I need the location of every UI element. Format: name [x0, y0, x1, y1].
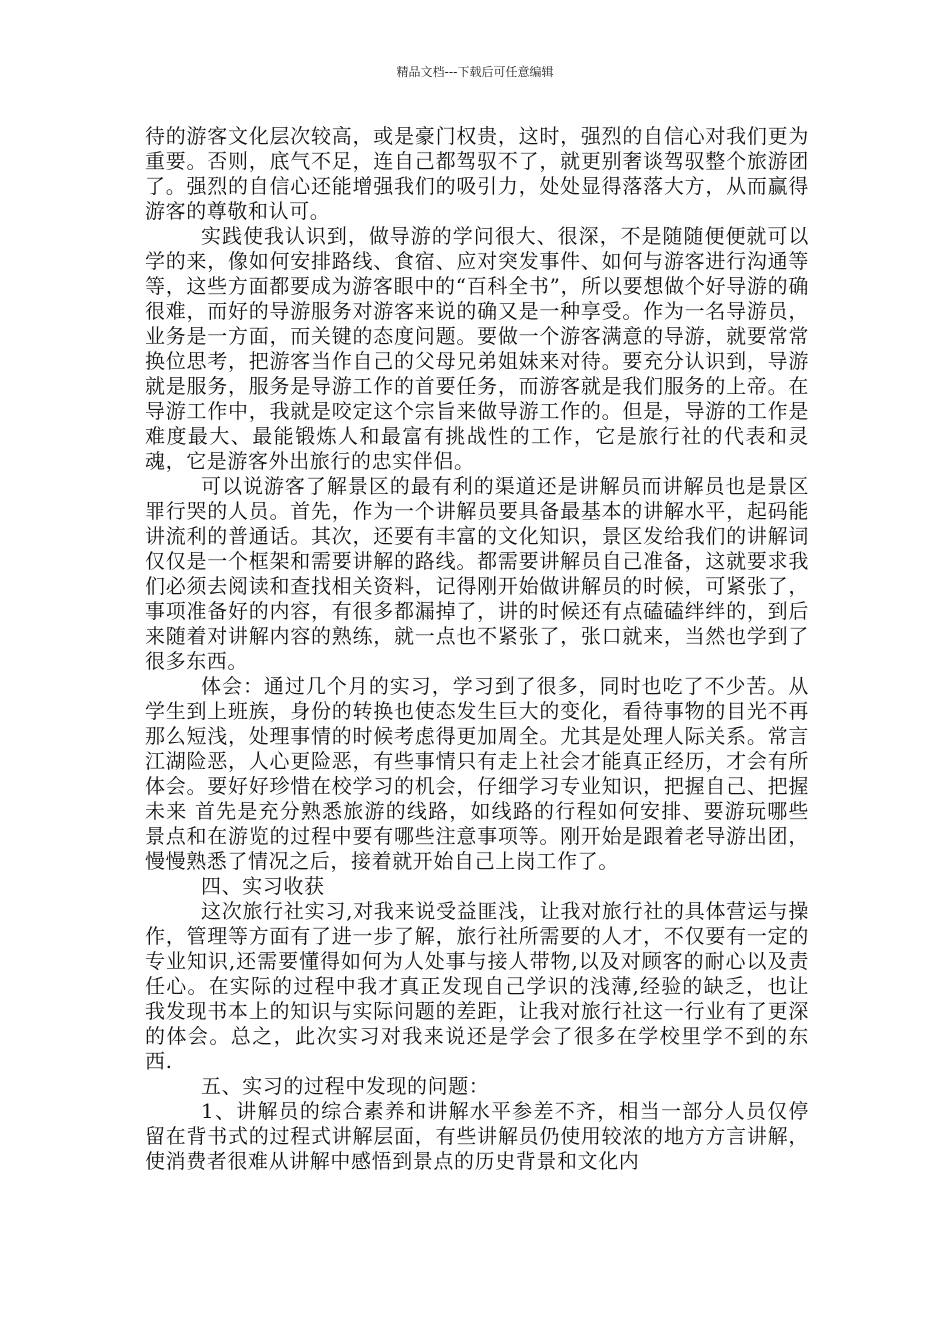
paragraph-continuation: 待的游客文化层次较高，或是豪门权贵，这时，强烈的自信心对我们更为重要。否则，底气不足，连自己都驾驭不了，就更别奢谈驾驭整个旅游团了。强烈的自信心还能增强我们的吸引力，处处显得落落大方，从而赢得游客的尊敬和认可。 [145, 124, 809, 223]
page-header: 精品文档---下载后可任意编辑 [396, 65, 554, 79]
section-heading-gains: 四、实习收获 [201, 874, 325, 898]
paragraph-practice: 实践使我认识到，做导游的学问很大、很深，不是随随便便就可以学的来，像如何安排路线、食宿、应对突发事件、如何与游客进行沟通等等，这些方面都要成为游客眼中的“百科全书”，所以要想做个好导游的确很难，而好的导游服务对游客来说的确又是一种享受。作为一名导游员，业务是一方面，而关键的态度问题。要做一个游客满意的导游，就要常常换位思考，把游客当作自己的父母兄弟姐妹来对待。要充分认识到，导游就是服务，服务是导游工作的首要任务，而游客就是我们服务的上帝。在导游工作中，我就是咬定这个宗旨来做导游工作的。但是，导游的工作是难度最大、最能锻炼人和最富有挑战性的工作，它是旅行社的代表和灵魂，它是游客外出旅行的忠实伴侣。 [145, 224, 809, 473]
document-body [145, 124, 809, 1174]
paragraph-problem-1: 1、讲解员的综合素养和讲解水平参差不齐，相当一部分人员仅停留在背书式的过程式讲解层面，有些讲解员仍使用较浓的地方方言讲解，使消费者很难从讲解中感悟到景点的历史背景和文化内 [145, 1099, 809, 1173]
section-heading-problems: 五、实习的过程中发现的问题： [201, 1074, 490, 1098]
paragraph-gains: 这次旅行社实习,对我来说受益匪浅，让我对旅行社的具体营运与操作，管理等方面有了进一步了解，旅行社所需要的人才，不仅要有一定的专业知识,还需要懂得如何为人处事与接人带物,以及对顾客的耐心以及责任心。在实际的过程中我才真正发现自己学识的浅薄,经验的缺乏，也让我发现书本上的知识与实际问题的差距，让我对旅行社这一行业有了更深的体会。总之，此次实习对我来说还是学会了很多在学校里学不到的东西. [145, 899, 809, 1073]
paragraph-experience: 体会：通过几个月的实习，学习到了很多，同时也吃了不少苦。从学生到上班族，身份的转换也使态发生巨大的变化，看待事物的目光不再那么短浅，处理事情的时候考虑得更加周全。尤其是处理人际关系。常言江湖险恶，人心更险恶，有些事情只有走上社会才能真正经历，才会有所体会。要好好珍惜在校学习的机会，仔细学习专业知识，把握自己、把握未来 首先是充分熟悉旅游的线路，如线路的行程如何安排、要游玩哪些景点和在游览的过程中要有哪些注意事项等。刚开始是跟着老导游出团，慢慢熟悉了情况之后，接着就开始自己上岗工作了。 [145, 674, 809, 873]
paragraph-narrator: 可以说游客了解景区的最有利的渠道还是讲解员而讲解员也是景区罪行哭的人员。首先，作为一个讲解员要具备最基本的讲解水平，起码能讲流利的普通话。其次，还要有丰富的文化知识，景区发给我们的讲解词仅仅是一个框架和需要讲解的路线。都需要讲解员自己准备，这就要求我们必须去阅读和查找相关资料，记得刚开始做讲解员的时候，可紧张了，事项准备好的内容，有很多都漏掉了，讲的时候还有点磕磕绊绊的，到后来随着对讲解内容的熟练，就一点也不紧张了，张口就来，当然也学到了很多东西。 [145, 474, 809, 673]
